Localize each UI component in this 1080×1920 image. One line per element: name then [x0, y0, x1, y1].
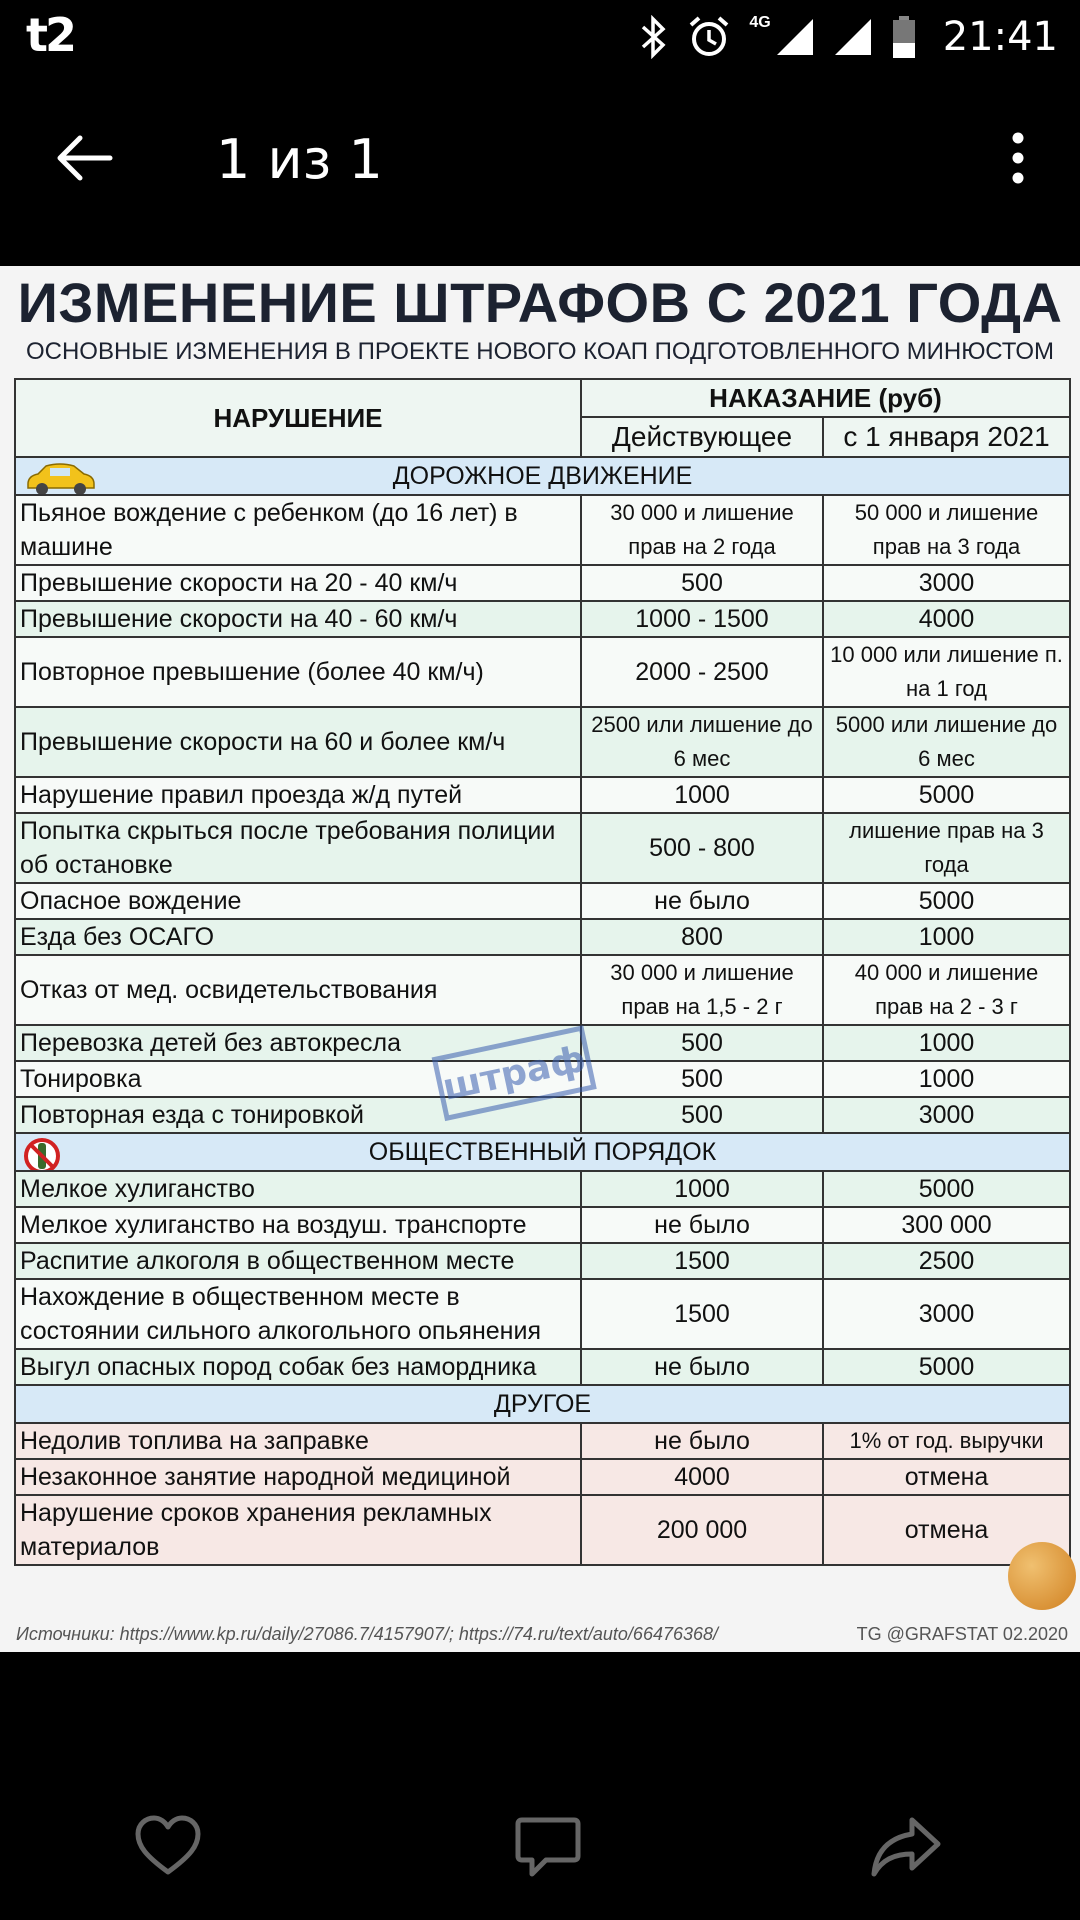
- table-row: [15, 601, 1070, 637]
- current-penalty-cell: не было: [581, 1349, 823, 1385]
- violation-cell: Повторная езда с тонировкой: [15, 1097, 581, 1133]
- violation-cell: Превышение скорости на 20 - 40 км/ч: [15, 565, 581, 601]
- status-bar: [0, 0, 1080, 72]
- current-penalty-cell: 4000: [581, 1459, 823, 1495]
- carrier-name: t2: [26, 8, 74, 62]
- current-penalty-cell: 30 000 и лишение прав на 1,5 - 2 г: [581, 955, 823, 1025]
- violation-cell: Пьяное вождение с ребенком (до 16 лет) в машине: [15, 495, 581, 565]
- new-penalty-cell: отмена: [823, 1459, 1070, 1495]
- current-penalty-cell: 1500: [581, 1279, 823, 1349]
- new-penalty-cell: отмена: [823, 1495, 1070, 1565]
- battery-icon: [891, 15, 917, 59]
- section-title: ДРУГОЕ: [493, 1389, 592, 1418]
- violation-cell: Незаконное занятие народной медициной: [15, 1459, 581, 1495]
- new-penalty-cell: 40 000 и лишение прав на 2 - 3 г: [823, 955, 1070, 1025]
- new-penalty-cell: 3000: [823, 1097, 1070, 1133]
- new-penalty-cell: 2500: [823, 1243, 1070, 1279]
- table-row: [15, 1243, 1070, 1279]
- infographic-title: ИЗМЕНЕНИЕ ШТРАФОВ С 2021 ГОДА: [17, 271, 1063, 334]
- share-icon[interactable]: [870, 1810, 942, 1882]
- new-penalty-cell: 1% от год. выручки: [823, 1423, 1070, 1459]
- current-penalty-cell: 2000 - 2500: [581, 637, 823, 707]
- current-penalty-cell: не было: [581, 883, 823, 919]
- heart-icon[interactable]: [132, 1810, 204, 1882]
- table-row: [15, 1495, 1070, 1565]
- network-type: 4G: [749, 14, 771, 31]
- violation-cell: Мелкое хулиганство на воздуш. транспорте: [15, 1207, 581, 1243]
- col-penalty-header: НАКАЗАНИЕ (руб): [581, 379, 1070, 417]
- clock: 21:41: [942, 14, 1058, 60]
- violation-cell: Нарушение правил проезда ж/д путей: [15, 777, 581, 813]
- new-penalty-cell: 5000: [823, 883, 1070, 919]
- new-penalty-cell: 3000: [823, 1279, 1070, 1349]
- violation-cell: Распитие алкоголя в общественном месте: [15, 1243, 581, 1279]
- new-penalty-cell: 1000: [823, 919, 1070, 955]
- violation-cell: Опасное вождение: [15, 883, 581, 919]
- col-current-header: Действующее: [581, 417, 823, 457]
- col-new-header: с 1 января 2021: [823, 417, 1070, 457]
- page-title: 1 из 1: [216, 128, 383, 191]
- violation-cell: Превышение скорости на 40 - 60 км/ч: [15, 601, 581, 637]
- bottom-action-bar: [0, 1810, 1080, 1900]
- table-row: [15, 1171, 1070, 1207]
- more-vert-icon[interactable]: [986, 126, 1050, 190]
- violation-cell: Отказ от мед. освидетельствования: [15, 955, 581, 1025]
- new-penalty-cell: 3000: [823, 565, 1070, 601]
- current-penalty-cell: 500: [581, 565, 823, 601]
- arrow-back-icon[interactable]: [52, 126, 116, 190]
- table-row: [15, 777, 1070, 813]
- comment-icon[interactable]: [512, 1810, 584, 1882]
- new-penalty-cell: 10 000 или лишение п. на 1 год: [823, 637, 1070, 707]
- current-penalty-cell: не было: [581, 1207, 823, 1243]
- table-row: [15, 1459, 1070, 1495]
- table-row: [15, 1423, 1070, 1459]
- current-penalty-cell: 500 - 800: [581, 813, 823, 883]
- new-penalty-cell: 50 000 и лишение прав на 3 года: [823, 495, 1070, 565]
- new-penalty-cell: лишение прав на 3 года: [823, 813, 1070, 883]
- current-penalty-cell: 30 000 и лишение прав на 2 года: [581, 495, 823, 565]
- signal-icon: [775, 17, 815, 57]
- section-title: ДОРОЖНОЕ ДВИЖЕНИЕ: [392, 461, 693, 490]
- grafstat-logo: [1008, 1542, 1076, 1610]
- table-row: [15, 1349, 1070, 1385]
- infographic-subtitle: ОСНОВНЫЕ ИЗМЕНЕНИЯ В ПРОЕКТЕ НОВОГО КОАП ПОДГОТОВЛЕННОГО МИНЮСТОМ: [25, 338, 1055, 365]
- source-caption: Источники: https://www.kp.ru/daily/27086.7/4157907/; https://74.ru/text/auto/66476368/: [16, 1624, 719, 1644]
- new-penalty-cell: 300 000: [823, 1207, 1070, 1243]
- bluetooth-icon: [639, 15, 669, 59]
- violation-cell: Перевозка детей без автокресла: [15, 1025, 581, 1061]
- table-row: [15, 883, 1070, 919]
- alarm-icon: [687, 15, 731, 59]
- new-penalty-cell: 1000: [823, 1025, 1070, 1061]
- section-title: ОБЩЕСТВЕННЫЙ ПОРЯДОК: [368, 1137, 717, 1166]
- current-penalty-cell: 2500 или лишение до 6 мес: [581, 707, 823, 777]
- signal-icon-2: [833, 17, 873, 57]
- violation-cell: Недолив топлива на заправке: [15, 1423, 581, 1459]
- new-penalty-cell: 5000: [823, 777, 1070, 813]
- violation-cell: Нарушение сроков хранения рекламных материалов: [15, 1495, 581, 1565]
- table-row: [15, 495, 1070, 565]
- current-penalty-cell: 1000: [581, 1171, 823, 1207]
- table-row: [15, 565, 1070, 601]
- new-penalty-cell: 5000 или лишение до 6 мес: [823, 707, 1070, 777]
- new-penalty-cell: 4000: [823, 601, 1070, 637]
- table-row: [15, 919, 1070, 955]
- violation-cell: Выгул опасных пород собак без намордника: [15, 1349, 581, 1385]
- violation-cell: Попытка скрыться после требования полиции об остановке: [15, 813, 581, 883]
- app-bar: [0, 100, 1080, 216]
- violation-cell: Езда без ОСАГО: [15, 919, 581, 955]
- current-penalty-cell: 1000 - 1500: [581, 601, 823, 637]
- current-penalty-cell: 800: [581, 919, 823, 955]
- new-penalty-cell: 5000: [823, 1171, 1070, 1207]
- table-row: [15, 637, 1070, 707]
- photo-viewer-image[interactable]: [0, 266, 1080, 1652]
- stamp-text: штраф: [439, 1038, 590, 1109]
- current-penalty-cell: 500: [581, 1061, 823, 1097]
- current-penalty-cell: 500: [581, 1025, 823, 1061]
- table-row: [15, 707, 1070, 777]
- section-row: [15, 1385, 1070, 1423]
- status-icons: [639, 12, 1058, 62]
- car-icon: [22, 460, 98, 495]
- stamp-watermark: [420, 1001, 630, 1151]
- credit-caption: TG @GRAFSTAT 02.2020: [856, 1624, 1068, 1644]
- current-penalty-cell: 1000: [581, 777, 823, 813]
- table-row: [15, 1207, 1070, 1243]
- new-penalty-cell: 1000: [823, 1061, 1070, 1097]
- table-row: [15, 813, 1070, 883]
- current-penalty-cell: 1500: [581, 1243, 823, 1279]
- violation-cell: Повторное превышение (более 40 км/ч): [15, 637, 581, 707]
- new-penalty-cell: 5000: [823, 1349, 1070, 1385]
- violation-cell: Тонировка: [15, 1061, 581, 1097]
- table-row: [15, 1279, 1070, 1349]
- violation-cell: Мелкое хулиганство: [15, 1171, 581, 1207]
- violation-cell: Нахождение в общественном месте в состоянии сильного алкогольного опьянения: [15, 1279, 581, 1349]
- no-alcohol-icon: [22, 1136, 62, 1171]
- fines-table: [14, 378, 1071, 1566]
- current-penalty-cell: 500: [581, 1097, 823, 1133]
- section-row: [15, 457, 1070, 495]
- violation-cell: Превышение скорости на 60 и более км/ч: [15, 707, 581, 777]
- current-penalty-cell: 200 000: [581, 1495, 823, 1565]
- current-penalty-cell: не было: [581, 1423, 823, 1459]
- col-violation-header: НАРУШЕНИЕ: [15, 379, 581, 457]
